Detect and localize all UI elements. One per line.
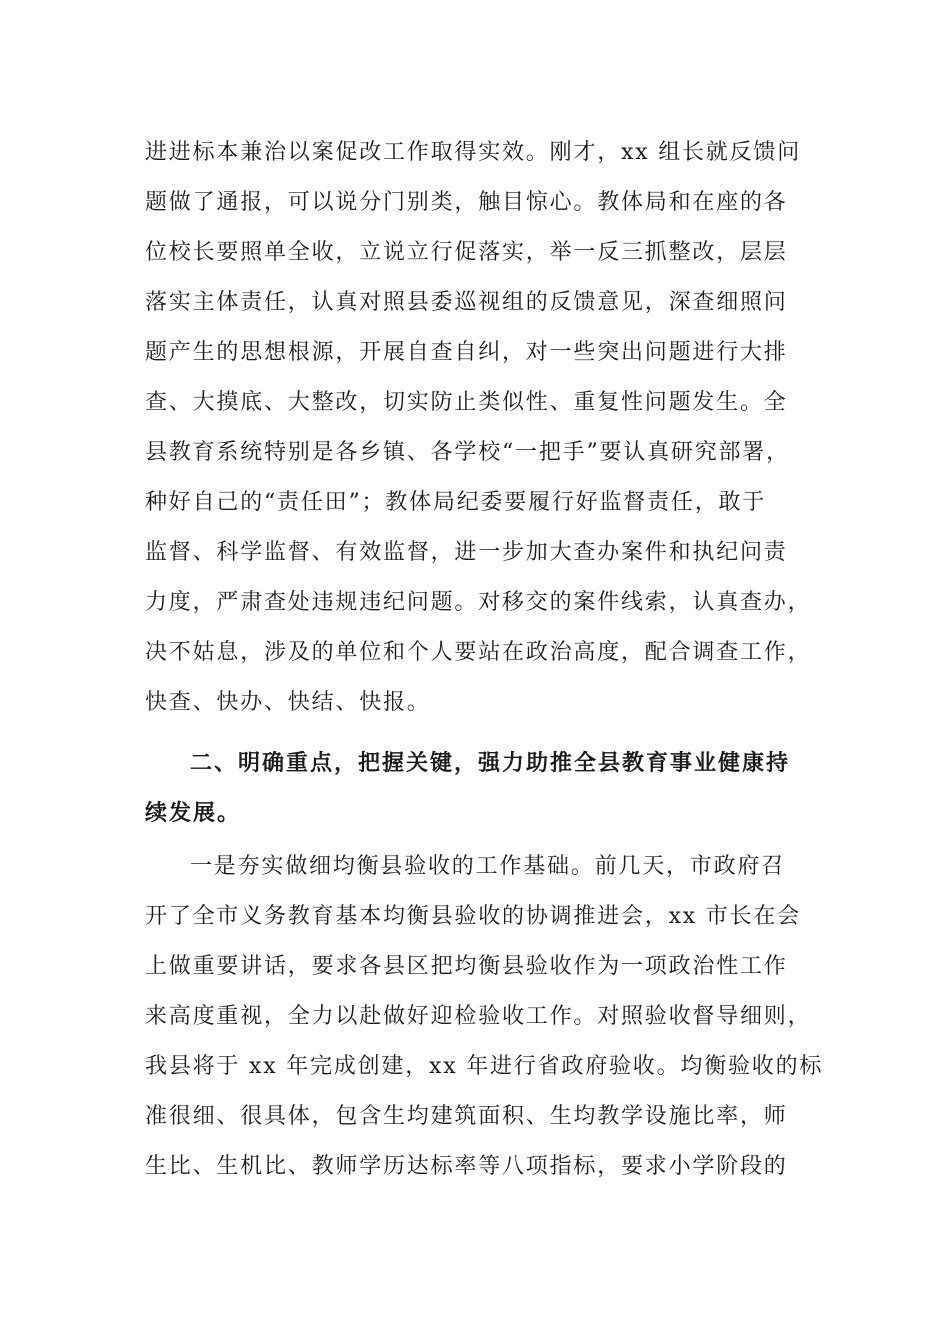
paragraph-1-line-2: 题做了通报，可以说分门别类，触目惊心。教体局和在座的各 xyxy=(145,190,788,215)
paragraph-1-line-3: 位校长要照单全收，立说立行促落实，举一反三抓整改，层层 xyxy=(145,240,788,265)
paragraph-1-line-12: 快查、快办、快结、快报。 xyxy=(145,690,431,715)
paragraph-1-line-4: 落实主体责任，认真对照县委巡视组的反馈意见，深查细照问 xyxy=(145,290,788,315)
paragraph-1-line-10: 力度，严肃查处违规违纪问题。对移交的案件线索，认真查办， xyxy=(145,590,812,615)
paragraph-1-line-1: 进进标本兼治以案促改工作取得实效。刚才，xx 组长就反馈问 xyxy=(145,140,802,165)
paragraph-1-line-6: 查、大摸底、大整改，切实防止类似性、重复性问题发生。全 xyxy=(145,390,788,415)
paragraph-1-line-5: 题产生的思想根源，开展自查自纠，对一些突出问题进行大排 xyxy=(145,340,788,365)
paragraph-1-line-11: 决不姑息，涉及的单位和个人要站在政治高度，配合调查工作， xyxy=(145,640,812,665)
paragraph-3-line-5: 我县将于 xx 年完成创建，xx 年进行省政府验收。均衡验收的标 xyxy=(145,1054,824,1079)
paragraph-3-line-3: 上做重要讲话，要求各县区把均衡县验收作为一项政治性工作 xyxy=(145,954,788,979)
paragraph-3-line-1: 一是夯实做细均衡县验收的工作基础。前几天，市政府召 xyxy=(190,854,786,879)
paragraph-3-line-4: 来高度重视，全力以赴做好迎检验收工作。对照验收督导细则， xyxy=(145,1004,812,1029)
paragraph-1-line-9: 监督、科学监督、有效监督，进一步加大查办案件和执纪问责 xyxy=(145,540,788,565)
section-heading-line-1: 二、明确重点，把握关键，强力助推全县教育事业健康持 xyxy=(190,750,791,776)
paragraph-3-line-2: 开了全市义务教育基本均衡县验收的协调推进会，xx 市长在会 xyxy=(145,904,802,929)
paragraph-1-line-8: 种好自己的“责任田”；教体局纪委要履行好监督责任，敢于 xyxy=(145,490,767,515)
section-heading-line-2: 续发展。 xyxy=(145,800,242,826)
paragraph-3-line-6: 准很细、很具体，包含生均建筑面积、生均教学设施比率，师 xyxy=(145,1104,788,1129)
paragraph-3-line-7: 生比、生机比、教师学历达标率等八项指标，要求小学阶段的 xyxy=(145,1154,788,1179)
paragraph-1-line-7: 县教育系统特别是各乡镇、各学校“一把手”要认真研究部署， xyxy=(145,440,790,465)
